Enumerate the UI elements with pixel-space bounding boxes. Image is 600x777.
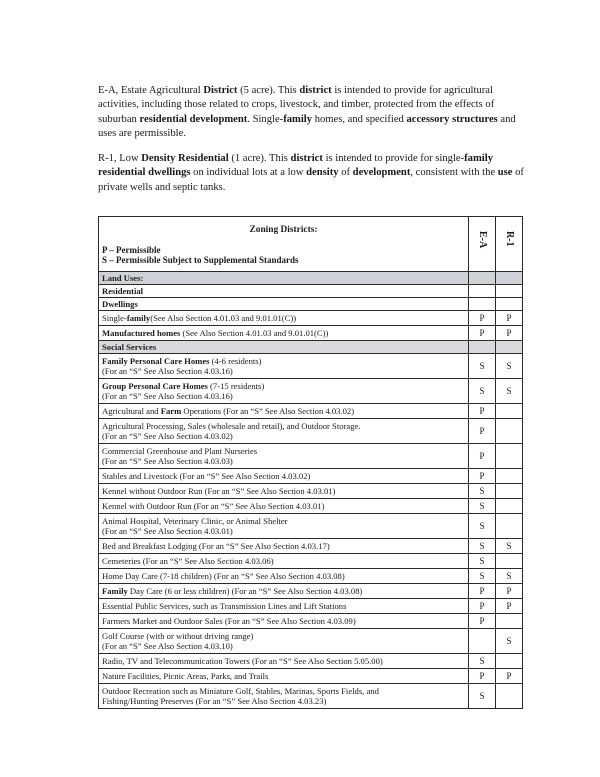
paragraph-text-segment: family bbox=[283, 113, 313, 125]
permission-cell-r1: P bbox=[496, 584, 523, 599]
permission-cell-ea: S bbox=[469, 539, 496, 554]
permission-cell-r1: S bbox=[496, 629, 523, 654]
permission-cell-r1 bbox=[496, 684, 523, 709]
permission-cell-ea: S bbox=[469, 569, 496, 584]
land-use-cell bbox=[99, 569, 469, 584]
land-use-text: Animal Hospital, Veterinary Clinic, or Animal Shelter bbox=[102, 516, 288, 526]
land-use-cell bbox=[99, 404, 469, 419]
column-label-ea: E-A bbox=[477, 231, 488, 249]
permission-cell-r1 bbox=[496, 419, 523, 444]
land-use-text: Family bbox=[102, 586, 128, 596]
permission-cell-r1 bbox=[496, 499, 523, 514]
permission-cell-r1 bbox=[496, 614, 523, 629]
land-use-text: (See Also Section 4.01.03 and 9.01.01(C)) bbox=[150, 313, 297, 323]
land-use-cell bbox=[99, 484, 469, 499]
table-row bbox=[99, 444, 523, 469]
land-use-text: Radio, TV and Telecommunication Towers (For an “S” See Also Section 5.05.00) bbox=[102, 656, 383, 666]
header-legend-cell bbox=[99, 217, 469, 272]
land-use-text: Agricultural Processing, Sales (wholesale and retail), and Outdoor Storage. bbox=[102, 421, 361, 431]
paragraph-text-segment: . Single- bbox=[247, 113, 284, 125]
permission-cell-ea: P bbox=[469, 444, 496, 469]
paragraph-text-segment: district bbox=[299, 85, 332, 96]
permission-cell-r1 bbox=[496, 654, 523, 669]
land-use-text: Farmers Market and Outdoor Sales (For an “S” See Also Section 4.03.09) bbox=[102, 616, 356, 626]
land-use-text: Single- bbox=[102, 313, 127, 323]
land-use-cell bbox=[99, 419, 469, 444]
paragraph-text-segment: development bbox=[352, 167, 411, 179]
land-use-cell bbox=[99, 684, 469, 709]
land-use-text: Nature Facilities, Picnic Areas, Parks, and Trails bbox=[102, 671, 269, 681]
paragraph-text-segment: is intended to provide for single- bbox=[322, 153, 465, 164]
permission-cell-ea: S bbox=[469, 514, 496, 539]
empty-cell bbox=[469, 285, 496, 298]
column-label-r1: R-1 bbox=[504, 231, 515, 247]
land-use-text: (For an “S” See Also Section 4.03.10) bbox=[102, 641, 233, 651]
legend-permissible: P – Permissible bbox=[102, 245, 161, 255]
land-use-text: (For an “S” See Also Section 4.03.03) bbox=[102, 456, 233, 466]
permission-cell-r1 bbox=[496, 444, 523, 469]
land-use-text: Agricultural and bbox=[102, 406, 161, 416]
permission-cell-ea: P bbox=[469, 469, 496, 484]
empty-cell bbox=[469, 272, 496, 285]
column-header-ea bbox=[469, 217, 496, 272]
table-row bbox=[99, 554, 523, 569]
table-row bbox=[99, 469, 523, 484]
paragraph-text-segment: density bbox=[306, 167, 339, 179]
paragraph-text-segment: residential development bbox=[139, 113, 248, 125]
land-use-cell bbox=[99, 469, 469, 484]
table-row bbox=[99, 326, 523, 341]
paragraph-text-segment: use bbox=[497, 167, 513, 179]
table-row bbox=[99, 311, 523, 326]
land-use-text: Kennel with Outdoor Run (For an “S” See Also Section 4.03.01) bbox=[102, 501, 325, 511]
permission-cell-r1 bbox=[496, 469, 523, 484]
land-use-cell bbox=[99, 599, 469, 614]
table-row bbox=[99, 599, 523, 614]
land-use-cell bbox=[99, 311, 469, 326]
land-use-cell bbox=[99, 654, 469, 669]
empty-cell bbox=[496, 298, 523, 311]
land-use-text: Operations (For an “S” See Also Section 4.03.02) bbox=[181, 406, 355, 416]
permission-cell-ea: S bbox=[469, 484, 496, 499]
paragraph-text-segment: Density Residential bbox=[141, 153, 229, 164]
land-use-cell bbox=[99, 669, 469, 684]
paragraph-text-segment: district bbox=[290, 153, 323, 164]
permission-cell-ea: P bbox=[469, 669, 496, 684]
paragraph-text-segment: homes, and specified bbox=[312, 113, 407, 125]
district-description-r1 bbox=[98, 152, 526, 195]
land-use-text: Kennel without Outdoor Run (For an “S” See Also Section 4.03.01) bbox=[102, 486, 336, 496]
permission-cell-ea: P bbox=[469, 614, 496, 629]
paragraph-text-segment: family residential dwellings bbox=[98, 153, 493, 179]
permission-cell-ea: P bbox=[469, 311, 496, 326]
permission-cell-ea: P bbox=[469, 326, 496, 341]
permission-cell-r1: P bbox=[496, 669, 523, 684]
permission-cell-r1: S bbox=[496, 539, 523, 554]
land-use-text: Outdoor Recreation such as Miniature Golf, Stables, Marinas, Sports Fields, and bbox=[102, 686, 379, 696]
permission-cell-ea: S bbox=[469, 354, 496, 379]
land-use-text: (See Also Section 4.01.03 and 9.01.01(C)) bbox=[180, 328, 329, 338]
section-label: Dwellings bbox=[99, 298, 469, 311]
permission-cell-r1: S bbox=[496, 354, 523, 379]
paragraph-text-segment: , consistent with the bbox=[410, 167, 498, 179]
land-use-text: Manufactured homes bbox=[102, 328, 181, 338]
table-row bbox=[99, 404, 523, 419]
table-row bbox=[99, 684, 523, 709]
land-use-cell bbox=[99, 584, 469, 599]
table-row bbox=[99, 569, 523, 584]
land-use-text: Commercial Greenhouse and Plant Nurseries bbox=[102, 446, 258, 456]
land-use-text: Bed and Breakfast Lodging (For an “S” See Also Section 4.03.17) bbox=[102, 541, 330, 551]
district-description-ea bbox=[98, 84, 526, 141]
land-use-cell bbox=[99, 614, 469, 629]
land-use-text: Fishing/Hunting Preserves (For an “S” See Also Section 4.03.23) bbox=[102, 696, 327, 706]
table-row bbox=[99, 379, 523, 404]
empty-cell bbox=[469, 341, 496, 354]
paragraph-text-segment: District bbox=[203, 85, 238, 96]
permission-cell-r1: P bbox=[496, 311, 523, 326]
table-row bbox=[99, 419, 523, 444]
table-row bbox=[99, 629, 523, 654]
land-use-text: (For an “S” See Also Section 4.03.16) bbox=[102, 366, 233, 376]
permission-cell-r1: P bbox=[496, 599, 523, 614]
land-use-text: Family Personal Care Homes bbox=[102, 356, 210, 366]
land-use-text: Home Day Care (7-18 children) (For an “S” See Also Section 4.03.08) bbox=[102, 571, 345, 581]
section-label: Social Services bbox=[99, 341, 469, 354]
table-row bbox=[99, 539, 523, 554]
section-row bbox=[99, 298, 523, 311]
permission-cell-r1: P bbox=[496, 326, 523, 341]
permission-cell-r1 bbox=[496, 484, 523, 499]
land-use-text: Farm bbox=[160, 406, 182, 416]
land-use-cell bbox=[99, 379, 469, 404]
table-row bbox=[99, 584, 523, 599]
permission-cell-ea: S bbox=[469, 654, 496, 669]
permission-cell-ea: P bbox=[469, 584, 496, 599]
land-use-text: family bbox=[126, 313, 151, 323]
land-use-cell bbox=[99, 354, 469, 379]
permission-cell-r1 bbox=[496, 514, 523, 539]
paragraph-text-segment: accessory structures bbox=[406, 113, 498, 125]
paragraph-text-segment: R-1, Low bbox=[98, 153, 142, 164]
table-body bbox=[99, 272, 523, 709]
paragraph-text-segment: of bbox=[338, 167, 353, 179]
paragraph-text-segment: is intended to provide for agricultural activities, including those related to crops, livestock, and timber, protected from the effects of suburban bbox=[98, 85, 495, 125]
table-row bbox=[99, 354, 523, 379]
land-use-cell bbox=[99, 514, 469, 539]
paragraph-text-segment: and uses are permissible. bbox=[98, 113, 516, 139]
land-use-cell bbox=[99, 326, 469, 341]
empty-cell bbox=[496, 285, 523, 298]
section-row bbox=[99, 341, 523, 354]
paragraph-text-segment: on individual lots at a low bbox=[190, 167, 307, 179]
column-header-r1 bbox=[496, 217, 523, 272]
legend-supplemental: S – Permissible Subject to Supplemental Standards bbox=[102, 255, 299, 265]
table-row bbox=[99, 669, 523, 684]
table-title: Zoning Districts: bbox=[249, 225, 318, 235]
empty-cell bbox=[496, 341, 523, 354]
land-use-cell bbox=[99, 499, 469, 514]
land-use-text: (For an “S” See Also Section 4.03.01) bbox=[102, 526, 233, 536]
land-use-text: Stables and Livestock (For an “S” See Also Section 4.03.02) bbox=[102, 471, 311, 481]
permission-cell-ea bbox=[469, 629, 496, 654]
paragraph-text-segment: (1 acre). This bbox=[228, 153, 291, 164]
table-header-row bbox=[99, 217, 523, 272]
permission-cell-r1: S bbox=[496, 379, 523, 404]
paragraph-text-segment: (5 acre). This bbox=[237, 85, 300, 96]
empty-cell bbox=[469, 298, 496, 311]
table-row bbox=[99, 654, 523, 669]
permission-cell-ea: S bbox=[469, 499, 496, 514]
permission-cell-r1 bbox=[496, 404, 523, 419]
land-use-text: Cemeteries (For an “S” See Also Section 4.03.06) bbox=[102, 556, 274, 566]
permission-cell-ea: P bbox=[469, 419, 496, 444]
permission-cell-r1: S bbox=[496, 569, 523, 584]
land-use-text: Group Personal Care Homes bbox=[102, 381, 208, 391]
paragraph-text-segment: E-A, Estate Agricultural bbox=[98, 85, 204, 96]
section-label: Residential bbox=[99, 285, 469, 298]
table-row bbox=[99, 499, 523, 514]
table-row bbox=[99, 614, 523, 629]
land-use-cell bbox=[99, 444, 469, 469]
permission-cell-ea: P bbox=[469, 404, 496, 419]
table-row bbox=[99, 484, 523, 499]
land-use-text: Golf Course (with or without driving range) bbox=[102, 631, 254, 641]
zoning-use-table bbox=[98, 216, 523, 709]
land-use-text: (For an “S” See Also Section 4.03.02) bbox=[102, 431, 233, 441]
land-use-text: (7-15 residents) bbox=[207, 381, 265, 391]
land-use-text: Essential Public Services, such as Transmission Lines and Lift Stations bbox=[102, 601, 347, 611]
section-label: Land Uses: bbox=[99, 272, 469, 285]
land-use-cell bbox=[99, 554, 469, 569]
permission-cell-ea: S bbox=[469, 554, 496, 569]
table-row bbox=[99, 514, 523, 539]
land-use-cell bbox=[99, 539, 469, 554]
permission-cell-r1 bbox=[496, 554, 523, 569]
land-use-cell bbox=[99, 629, 469, 654]
section-row bbox=[99, 285, 523, 298]
land-use-text: Day Care (6 or less children) (For an “S” See Also Section 4.03.08) bbox=[127, 586, 363, 596]
permission-cell-ea: S bbox=[469, 379, 496, 404]
permission-cell-ea: P bbox=[469, 599, 496, 614]
permission-cell-ea: S bbox=[469, 684, 496, 709]
empty-cell bbox=[496, 272, 523, 285]
land-use-text: (For an “S” See Also Section 4.03.16) bbox=[102, 391, 233, 401]
paragraph-text-segment: of private wells and septic tanks. bbox=[98, 167, 524, 193]
land-use-text: (4-6 residents) bbox=[209, 356, 262, 366]
section-row bbox=[99, 272, 523, 285]
